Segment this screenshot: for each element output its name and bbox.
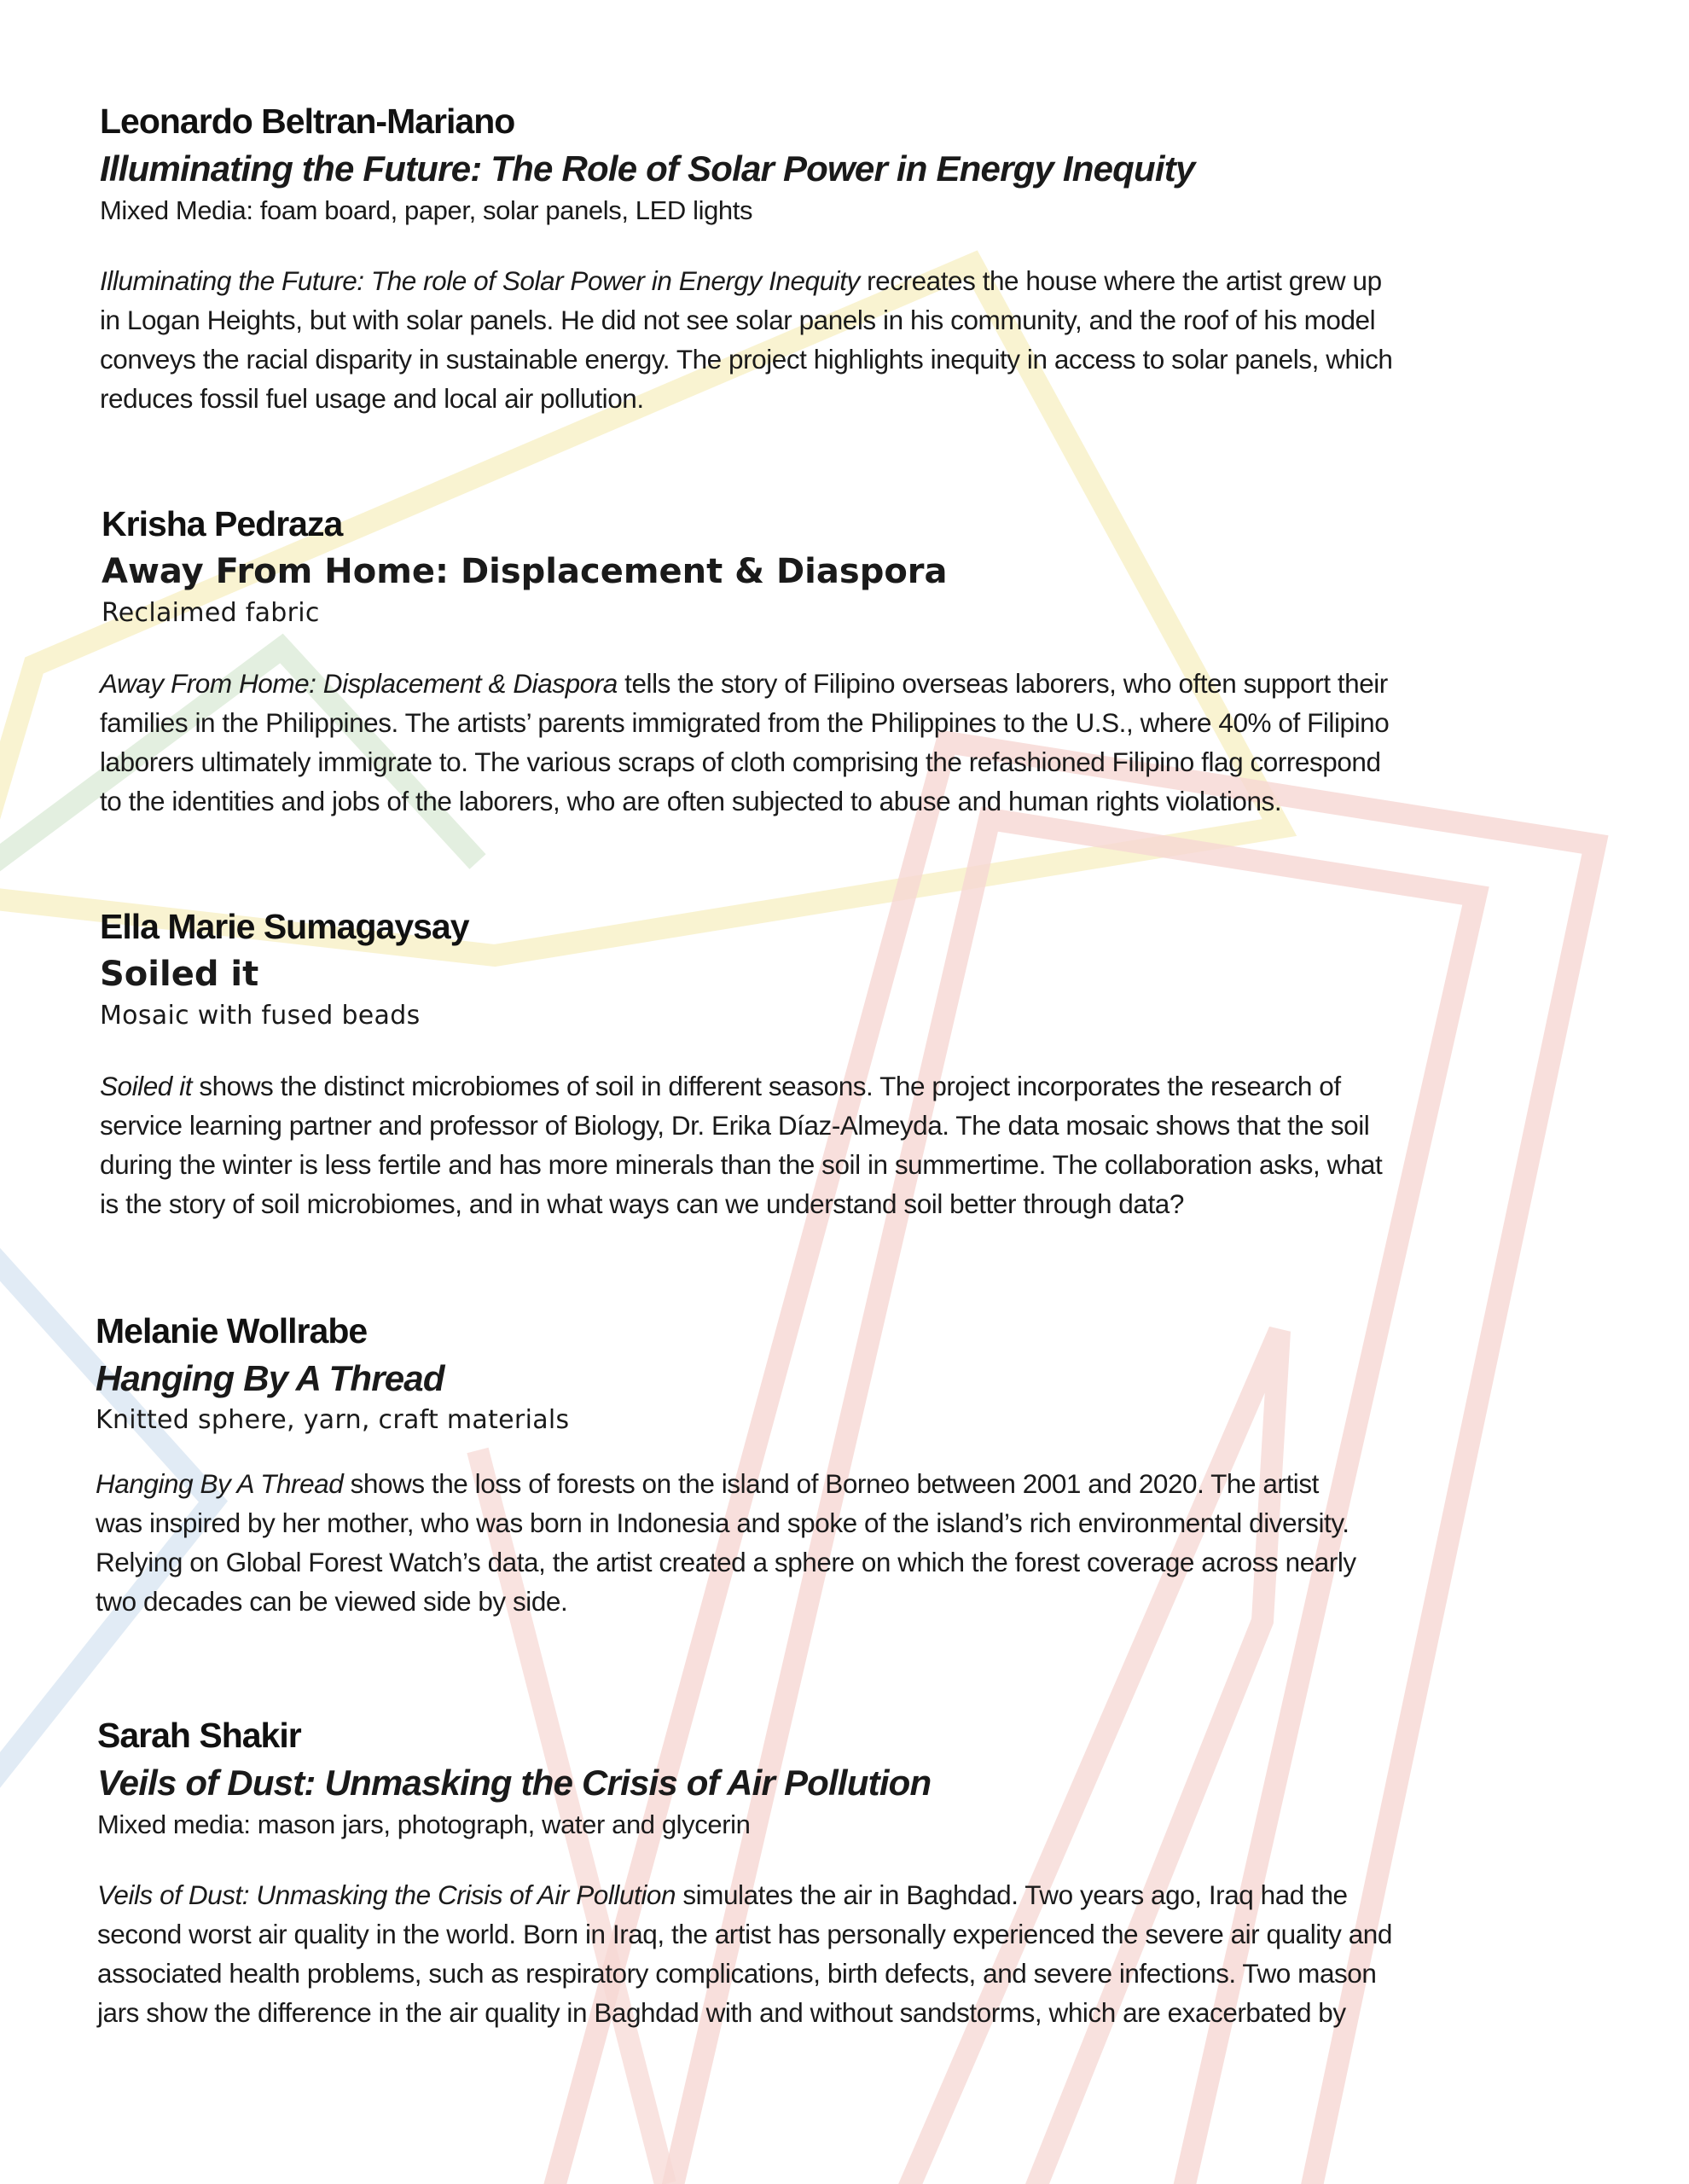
entry-ella-marie-sumagaysay: [0, 906, 1689, 1223]
work-title: Illuminating the Future: The Role of Solar Power in Energy Inequity: [100, 148, 1195, 189]
work-description: [100, 664, 1689, 821]
description-line: is the story of soil microbiomes, and in what ways can we understand soil better through data?: [100, 1188, 1184, 1219]
work-title: Veils of Dust: Unmasking the Crisis of Air Pollution: [97, 1763, 932, 1803]
work-title: Soiled it: [100, 955, 259, 994]
work-description: [96, 1464, 1689, 1621]
work-title: Hanging By A Thread: [96, 1358, 444, 1398]
description-line: families in the Philippines. The artists’ parents immigrated from the Philippines to the U.S., where 40% of Filipino: [100, 707, 1390, 738]
description-line: to the identities and jobs of the laborers, who are often subjected to abuse and human rights violations.: [100, 786, 1282, 816]
description-line: second worst air quality in the world. Born in Iraq, the artist has personally experienced the severe air quality and: [97, 1919, 1392, 1949]
description-line: service learning partner and professor of Biology, Dr. Erika Díaz-Almeyda. The data mosaic shows that the soil: [100, 1110, 1370, 1141]
work-medium: Mixed Media: foam board, paper, solar panels, LED lights: [100, 195, 753, 225]
description-line: two decades can be viewed side by side.: [96, 1586, 568, 1617]
artist-name: Sarah Shakir: [97, 1716, 301, 1755]
artist-name: Krisha Pedraza: [102, 504, 343, 543]
work-description: [100, 1066, 1689, 1223]
description-work-title: Veils of Dust: Unmasking the Crisis of Air Pollution: [97, 1879, 676, 1910]
entry-krisha-pedraza: [0, 503, 1689, 821]
description-line: laborers ultimately immigrate to. The various scraps of cloth comprising the refashioned Filipino flag correspond: [100, 746, 1381, 777]
description-work-title: Soiled it: [100, 1071, 193, 1101]
description-work-title: Illuminating the Future: The role of Solar Power in Energy Inequity: [100, 265, 860, 296]
work-medium: Knitted sphere, yarn, craft materials: [96, 1405, 570, 1435]
description-line: jars show the difference in the air quality in Baghdad with and without sandstorms, which are exacerbated by: [97, 1997, 1346, 2028]
artist-name: Ella Marie Sumagaysay: [100, 907, 469, 946]
description-line: tells the story of Filipino overseas laborers, who often support their: [617, 668, 1388, 699]
description-line: during the winter is less fertile and has more minerals than the soil in summertime. The collaboration asks, what: [100, 1149, 1383, 1180]
description-line: in Logan Heights, but with solar panels. He did not see solar panels in his community, and the roof of his model: [100, 305, 1376, 335]
artist-name: Melanie Wollrabe: [96, 1311, 368, 1350]
description-line: reduces fossil fuel usage and local air pollution.: [100, 383, 644, 414]
description-line: shows the loss of forests on the island of Borneo between 2001 and 2020. The artist: [343, 1468, 1319, 1499]
work-description: [97, 1875, 1689, 2032]
work-title: Away From Home: Displacement & Diaspora: [102, 552, 948, 591]
work-medium: Reclaimed fabric: [102, 598, 320, 628]
entry-leonardo-beltran-mariano: [0, 101, 1689, 418]
description-line: recreates the house where the artist grew up: [859, 265, 1382, 296]
entry-sarah-shakir: [0, 1715, 1689, 2032]
work-description: [100, 261, 1689, 418]
description-line: Relying on Global Forest Watch’s data, the artist created a sphere on which the forest coverage across nearly: [96, 1547, 1356, 1577]
description-line: shows the distinct microbiomes of soil in different seasons. The project incorporates the research of: [192, 1071, 1341, 1101]
description-line: conveys the racial disparity in sustainable energy. The project highlights inequity in access to solar panels, which: [100, 344, 1393, 375]
work-medium: Mosaic with fused beads: [100, 1001, 421, 1031]
description-line: associated health problems, such as respiratory complications, birth defects, and severe infections. Two mason: [97, 1958, 1377, 1989]
work-medium: Mixed media: mason jars, photograph, water and glycerin: [97, 1809, 751, 1839]
description-line: was inspired by her mother, who was born in Indonesia and spoke of the island’s rich environmental diversity.: [96, 1507, 1349, 1538]
description-line: simulates the air in Baghdad. Two years ago, Iraq had the: [676, 1879, 1348, 1910]
description-work-title: Away From Home: Displacement & Diaspora: [100, 668, 618, 699]
description-work-title: Hanging By A Thread: [96, 1468, 344, 1499]
artist-name: Leonardo Beltran-Mariano: [100, 102, 515, 141]
entry-melanie-wollrabe: [0, 1310, 1689, 1621]
